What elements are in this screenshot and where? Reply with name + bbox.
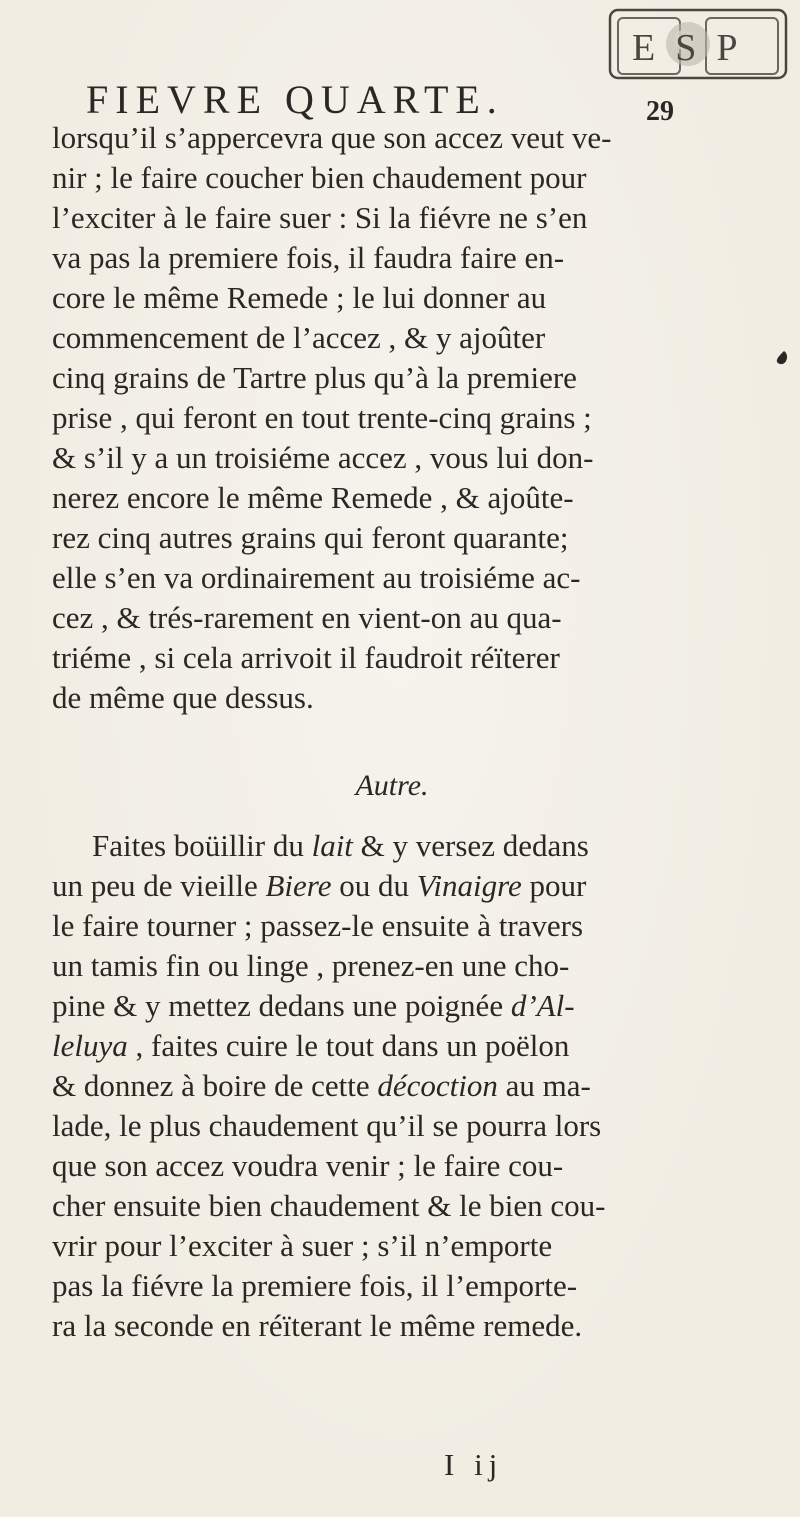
text-line: pas la fiévre la premiere fois, il l’emporte- <box>52 1268 578 1303</box>
text-line: cez , & trés-rarement en vient-on au qua- <box>52 600 562 635</box>
text-run: ou du <box>331 868 417 903</box>
text-run-italic: décoction <box>377 1068 498 1103</box>
text-line: cher ensuite bien chaudement & le bien cou- <box>52 1188 606 1223</box>
text-line: prise , qui feront en tout trente-cinq grains ; <box>52 400 592 435</box>
text-line: elle s’en va ordinairement au troisiéme ac- <box>52 560 581 595</box>
text-line: core le même Remede ; le lui donner au <box>52 280 547 315</box>
text-run: , faites cuire le tout dans un poëlon <box>127 1028 570 1063</box>
text-line <box>52 1026 792 1066</box>
signature-mark: I ij <box>444 1447 504 1482</box>
text-line: va pas la premiere fois, il faudra faire en- <box>52 240 565 275</box>
text-line: triéme , si cela arrivoit il faudroit réïterer <box>52 640 560 675</box>
page-number: 29 <box>646 96 674 127</box>
spacer <box>52 718 792 746</box>
text-run: un peu de vieille <box>52 868 266 903</box>
page-text <box>52 118 792 1346</box>
text-line: commencement de l’accez , & y ajoûter <box>52 320 546 355</box>
text-line: & s’il y a un troisiéme accez , vous lui don- <box>52 440 594 475</box>
text-line <box>52 986 792 1026</box>
text-line: le faire tourner ; passez-le ensuite à travers <box>52 908 584 943</box>
text-run: & y versez dedans <box>352 828 589 863</box>
running-head-title: FIEVRE QUARTE. <box>86 77 504 122</box>
text-line: lorsqu’il s’appercevra que son accez veut ve- <box>52 120 612 155</box>
text-line: rez cinq autres grains qui feront quarante; <box>52 520 569 555</box>
text-line: que son accez voudra venir ; le faire cou- <box>52 1148 564 1183</box>
text-line: nir ; le faire coucher bien chaudement pour <box>52 160 587 195</box>
text-run-italic: lait <box>311 828 353 863</box>
text-run: pour <box>521 868 587 903</box>
text-line: vrir pour l’exciter à suer ; s’il n’emporte <box>52 1228 553 1263</box>
text-line: un tamis fin ou linge , prenez-en une cho- <box>52 948 570 983</box>
section-heading: Autre. <box>355 769 429 802</box>
text-line: de même que dessus. <box>52 680 314 715</box>
text-run-italic: leluya <box>52 1028 128 1063</box>
stamp-text: ESP <box>632 27 758 69</box>
text-line: ra la seconde en réïterant le même remede. <box>52 1308 583 1343</box>
text-run: pine & y mettez dedans une poignée <box>52 988 511 1023</box>
text-run: Faites boüillir du <box>92 828 312 863</box>
text-line: l’exciter à le faire suer : Si la fiévre ne s’en <box>52 200 588 235</box>
text-run: & donnez à boire de cette <box>52 1068 378 1103</box>
text-line: cinq grains de Tartre plus qu’à la premiere <box>52 360 577 395</box>
text-line: nerez encore le même Remede , & ajoûte- <box>52 480 574 515</box>
text-run-italic: Vinaigre <box>416 868 522 903</box>
text-line <box>52 826 792 866</box>
text-line <box>52 1066 792 1106</box>
text-run-italic: Biere <box>265 868 332 903</box>
text-line: lade, le plus chaudement qu’il se pourra lors <box>52 1108 602 1143</box>
text-line <box>52 866 792 906</box>
text-run-italic: d’Al- <box>510 988 575 1023</box>
library-stamp-icon <box>606 4 788 82</box>
text-run: au ma- <box>497 1068 591 1103</box>
